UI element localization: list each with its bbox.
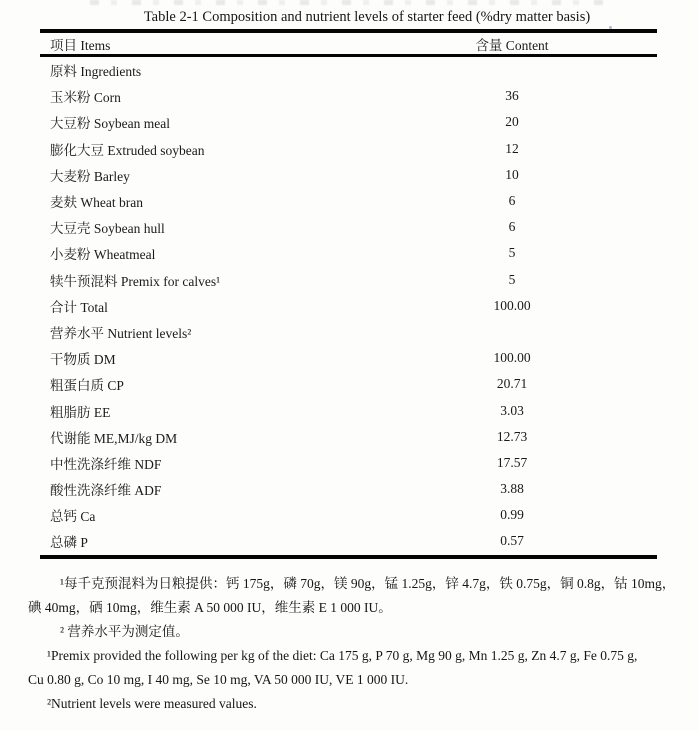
table-row: [40, 240, 657, 266]
table-row: [40, 345, 657, 371]
footnotes-block: [28, 572, 690, 716]
row-value: 10: [505, 166, 519, 182]
footnote-nutrient-cn: ² 营养水平为测定值。: [60, 624, 189, 639]
row-item-label: 总磷 P: [50, 535, 88, 551]
row-value: 6: [508, 193, 516, 209]
footnote-premix-cn-line1: ¹每千克预混料为日粮提供：钙 175g，磷 70g，镁 90g，锰 1.25g，锌 4.7g，铁 0.75g，铜 0.8g，钴 10mg，: [60, 576, 676, 591]
footnote-nutrient-en: ²Nutrient levels were measured values.: [47, 696, 257, 711]
table-row: [40, 319, 657, 345]
row-value: 17.57: [496, 454, 528, 470]
footnote-premix-en-line2: Cu 0.80 g, Co 10 mg, I 40 mg, Se 10 mg, VA 50 000 IU, VE 1 000 IU.: [28, 672, 409, 687]
row-value: 3.03: [500, 402, 524, 418]
table-header-row: [40, 33, 657, 57]
row-value: 12: [505, 140, 519, 156]
row-value: 0.57: [500, 533, 524, 549]
row-item-label: 营养水平 Nutrient levels²: [50, 325, 192, 341]
row-value: 12.73: [496, 428, 528, 444]
row-value: 20.71: [496, 376, 528, 392]
row-value: 6: [508, 219, 516, 235]
table-row: [40, 397, 657, 423]
row-item-label: 总钙 Ca: [50, 509, 96, 525]
row-item-label: 玉米粉 Corn: [50, 90, 121, 106]
row-item-label: 中性洗涤纤维 NDF: [50, 456, 162, 472]
row-item-label: 膨化大豆 Extruded soybean: [50, 142, 205, 158]
row-item-label: 大豆壳 Soybean hull: [50, 221, 165, 237]
table-row: [40, 57, 657, 83]
column-header-items: 项目 Items: [50, 37, 111, 53]
table-row: [40, 476, 657, 502]
table-row: [40, 371, 657, 397]
table-row: [40, 83, 657, 109]
row-value: 36: [505, 88, 519, 104]
row-item-label: 犊牛预混料 Premix for calves¹: [50, 273, 221, 289]
footnote-premix-cn-line2: 碘 40mg，硒 10mg，维生素 A 50 000 IU，维生素 E 1 000 IU。: [28, 600, 392, 615]
row-value: 5: [508, 245, 516, 261]
row-value: 5: [508, 271, 516, 287]
table-row: [40, 502, 657, 528]
row-value: 100.00: [493, 350, 531, 366]
table-body: [40, 57, 657, 555]
table-row: [40, 136, 657, 162]
row-item-label: 大豆粉 Soybean meal: [50, 116, 170, 132]
row-value: 100.00: [493, 297, 531, 313]
column-header-content: 含量 Content: [475, 37, 549, 53]
row-value: 20: [505, 114, 519, 130]
table-title: Table 2-1 Composition and nutrient levels of starter feed (%dry matter basis): [143, 9, 591, 25]
row-item-label: 合计 Total: [50, 299, 108, 315]
table-row: [40, 214, 657, 240]
row-item-label: 代谢能 ME,MJ/kg DM: [50, 430, 178, 446]
table-row: [40, 267, 657, 293]
table-row: [40, 188, 657, 214]
table-row: [40, 162, 657, 188]
table-row: [40, 293, 657, 319]
table-row: [40, 528, 657, 554]
table-row: [40, 424, 657, 450]
table-row: [40, 109, 657, 135]
row-item-label: 粗脂肪 EE: [50, 404, 111, 420]
row-item-label: 麦麸 Wheat bran: [50, 195, 143, 211]
row-item-label: 粗蛋白质 CP: [50, 378, 124, 394]
row-item-label: 酸性洗涤纤维 ADF: [50, 483, 162, 499]
row-item-label: 大麦粉 Barley: [50, 168, 130, 184]
feed-composition-table: [40, 29, 657, 559]
footnote-premix-en-line1: ¹Premix provided the following per kg of the diet: Ca 175 g, P 70 g, Mg 90 g, Mn 1.25 g, Zn 4.7 g, Fe 0.75 g,: [47, 648, 638, 663]
row-value: 0.99: [500, 507, 524, 523]
scan-artifact-strip: [90, 0, 610, 5]
row-value: 3.88: [500, 481, 524, 497]
row-item-label: 小麦粉 Wheatmeal: [50, 247, 156, 263]
row-item-label: 干物质 DM: [50, 352, 116, 368]
row-item-label: 原料 Ingredients: [50, 64, 142, 80]
table-row: [40, 450, 657, 476]
